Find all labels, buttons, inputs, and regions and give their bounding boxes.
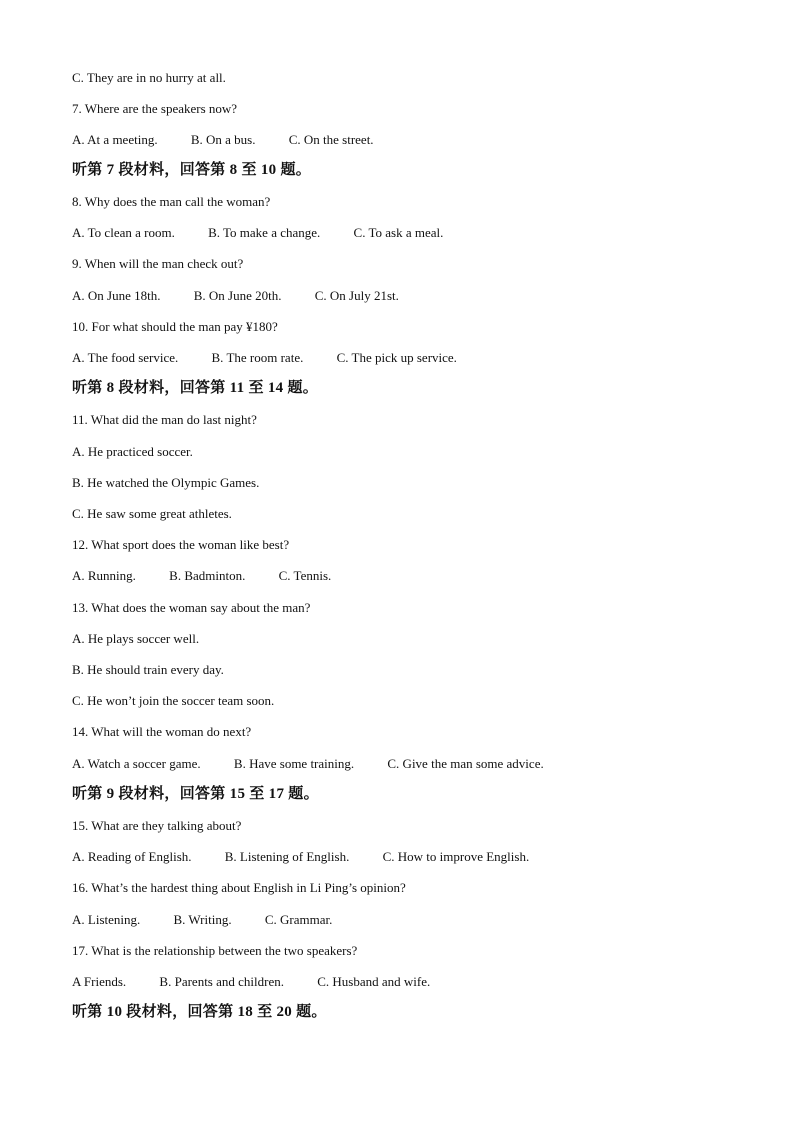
option: A. To clean a room. <box>72 225 175 240</box>
options-7 <box>72 132 374 148</box>
options-12 <box>72 568 331 584</box>
text-line: C. They are in no hurry at all. <box>72 70 226 85</box>
option: B. Have some training. <box>233 756 355 771</box>
option: C. Grammar. <box>264 912 333 927</box>
option: A. Listening. <box>72 912 141 927</box>
option: B. Listening of English. <box>224 849 350 864</box>
option: A. Watch a soccer game. <box>72 756 201 771</box>
option: C. On the street. <box>288 132 374 147</box>
option: B. Parents and children. <box>159 974 284 989</box>
option: B. On a bus. <box>190 132 256 147</box>
option: B. Badminton. <box>169 568 246 583</box>
option: C. Husband and wife. <box>317 974 431 989</box>
options-17 <box>72 974 430 990</box>
question-13: 13. What does the woman say about the man? <box>72 600 311 615</box>
question-16: 16. What’s the hardest thing about English in Li Ping’s opinion? <box>72 880 406 895</box>
question-7: 7. Where are the speakers now? <box>72 101 238 116</box>
question-12: 12. What sport does the woman like best? <box>72 537 290 552</box>
question-15: 15. What are they talking about? <box>72 818 242 833</box>
option: B. Writing. <box>173 912 232 927</box>
option: A Friends. <box>72 974 127 989</box>
option: C. The pick up service. <box>336 350 457 365</box>
option: B. To make a change. <box>208 225 321 240</box>
option: C. On July 21st. <box>314 288 399 303</box>
section-heading: 听第 9 段材料，回答第 15 至 17 题。 <box>72 786 319 802</box>
option: A. Running. <box>72 568 136 583</box>
options-15 <box>72 849 529 865</box>
section-heading: 听第 8 段材料，回答第 11 至 14 题。 <box>72 380 319 396</box>
question-8: 8. Why does the man call the woman? <box>72 194 271 209</box>
options-10 <box>72 350 457 366</box>
section-heading: 听第 7 段材料，回答第 8 至 10 题。 <box>72 162 312 178</box>
option: C. He won’t join the soccer team soon. <box>72 693 275 708</box>
option: C. He saw some great athletes. <box>72 506 232 521</box>
options-14 <box>72 756 544 772</box>
options-9 <box>72 288 399 304</box>
options-8 <box>72 225 443 241</box>
option: A. He practiced soccer. <box>72 444 193 459</box>
option: C. To ask a meal. <box>353 225 444 240</box>
options-16 <box>72 912 332 928</box>
option: A. He plays soccer well. <box>72 631 200 646</box>
section-heading: 听第 10 段材料，回答第 18 至 20 题。 <box>72 1004 327 1020</box>
option: B. He should train every day. <box>72 662 224 677</box>
question-9: 9. When will the man check out? <box>72 256 244 271</box>
option: B. The room rate. <box>211 350 304 365</box>
option: B. On June 20th. <box>193 288 282 303</box>
option: A. On June 18th. <box>72 288 161 303</box>
question-17: 17. What is the relationship between the two speakers? <box>72 943 358 958</box>
question-11: 11. What did the man do last night? <box>72 412 257 427</box>
option: A. At a meeting. <box>72 132 158 147</box>
question-10: 10. For what should the man pay ¥180? <box>72 319 278 334</box>
option: B. He watched the Olympic Games. <box>72 475 260 490</box>
option: C. How to improve English. <box>382 849 530 864</box>
option: A. The food service. <box>72 350 179 365</box>
option: C. Give the man some advice. <box>387 756 544 771</box>
question-14: 14. What will the woman do next? <box>72 724 252 739</box>
option: A. Reading of English. <box>72 849 192 864</box>
option: C. Tennis. <box>278 568 332 583</box>
